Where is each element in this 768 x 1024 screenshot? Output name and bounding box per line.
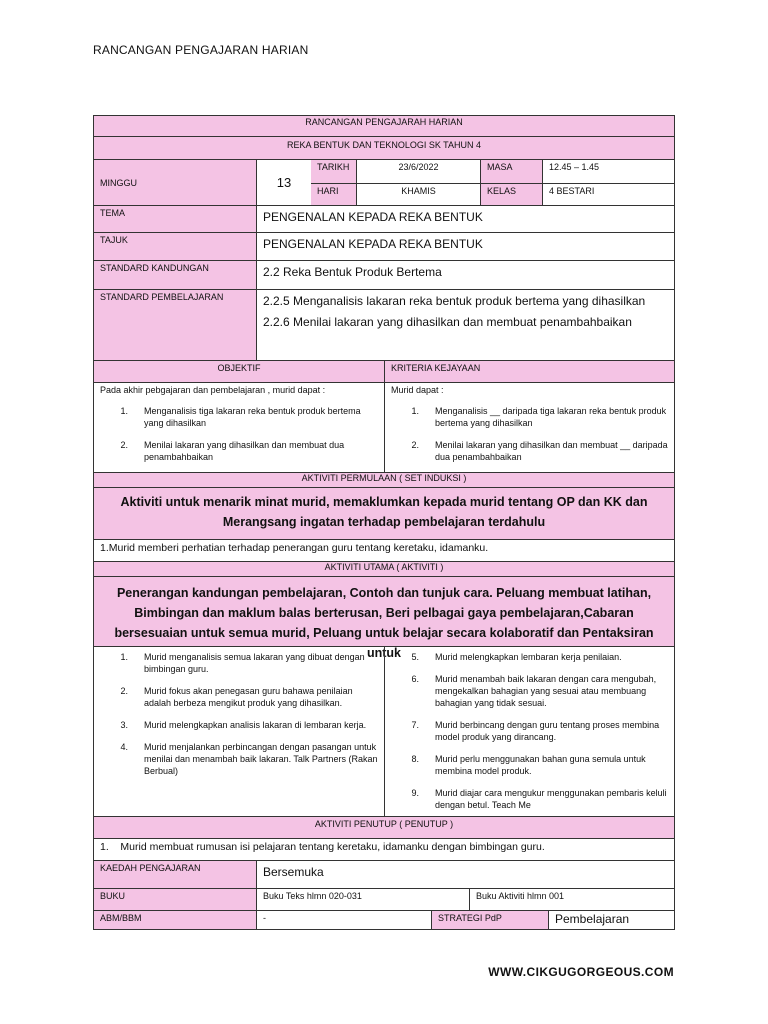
penutup-label: AKTIVITI PENUTUP ( PENUTUP ) [314,819,454,829]
strategi-value: Pembelajaran [548,911,674,929]
standard-pembelajaran-item-2: 2.2.6 Menilai lakaran yang dihasilkan dan membuat penambahbaikan [263,315,632,329]
list-item: 2. Murid fokus akan penegasan guru bahawa penilaian adalah berbeza mengikut produk yang dihasilkan. [120,686,353,708]
buku-label: BUKU [94,889,256,910]
kaedah-label: KAEDAH PENGAJARAN [94,861,256,888]
utama-list-left [100,651,378,777]
list-item: 2. Menilai lakaran yang dihasilkan dan membuat __ daripada dua penambahbaikan [411,440,668,462]
standard-pembelajaran-row [93,290,675,361]
list-item: 7. Murid berbincang dengan guru tentang proses membina model produk yang dirancang. [411,720,660,742]
kaedah-value: Bersemuka [256,861,674,888]
list-item: 4. Murid menjalankan perbincangan dengan pasangan untuk menilai dan menambah baik lakaran. Talk Partners (Rakan Berbual) [120,742,378,776]
list-item: 1. Menganalisis __ daripada tiga lakaran reka bentuk produk bertema yang dihasilkan [411,406,667,428]
tajuk-value: PENGENALAN KEPADA REKA BENTUK [256,233,674,260]
tema-value: PENGENALAN KEPADA REKA BENTUK [256,206,674,232]
utama-header-row [93,562,675,577]
minggu-row [93,160,675,206]
footer-url: WWW.CIKGUGORGEOUS.COM [488,965,674,979]
buku-row [93,889,675,911]
table-title-row [93,115,675,137]
kelas-label: KELAS [480,184,542,205]
hari-value: KHAMIS [356,184,480,205]
permulaan-header-row [93,473,675,488]
table-title: RANCANGAN PENGAJARAH HARIAN [305,117,463,127]
table-subtitle-row [93,137,675,160]
list-item: 6. Murid menambah baik lakaran dengan cara mengubah, mengekalkan bahagian yang sesuai atau membuang bahagian yang tidak sesuai. [411,674,657,708]
utama-label: AKTIVITI UTAMA ( AKTIVITI ) [324,562,444,572]
standard-pembelajaran-label: STANDARD PEMBELAJARAN [94,290,256,360]
permulaan-desc-row [93,488,675,540]
list-item: 2. Menilai lakaran yang dihasilkan dan membuat dua penambahbaikan [120,440,345,462]
permulaan-activity-row [93,540,675,562]
kelas-value: 4 BESTARI [542,184,674,205]
minggu-value: 13 [256,160,311,205]
minggu-label: MINGGU [94,160,256,205]
tajuk-row [93,233,675,261]
kaedah-row [93,861,675,889]
standard-pembelajaran-item-1: 2.2.5 Menganalisis lakaran reka bentuk produk bertema yang dihasilkan [263,294,646,308]
utama-list-right [391,651,668,811]
tema-label: TEMA [94,206,256,232]
objektif-label: OBJEKTIF [217,363,261,373]
permulaan-label: AKTIVITI PERMULAAN ( SET INDUKSI ) [301,473,467,483]
utama-activity-row [93,647,675,817]
permulaan-description: Aktiviti untuk menarik minat murid, memaklumkan kepada murid tentang OP dan KK dan Merangsang ingatan terhadap pembelajaran terdahulu [120,495,648,529]
list-item: 1. Murid menganalisis semua lakaran yang dibuat dengan bimbingan guru. [120,652,365,674]
kriteria-list [391,405,668,463]
tema-row [93,206,675,233]
penutup-activity-row [93,839,675,861]
penutup-header-row [93,817,675,839]
standard-kandungan-value: 2.2 Reka Bentuk Produk Bertema [256,261,674,289]
tarikh-label: TARIKH [311,160,356,183]
penutup-activity: 1. Murid membuat rumusan isi pelajaran tentang keretaku, idamanku dengan bimbingan guru. [100,841,545,853]
permulaan-activity: 1.Murid memberi perhatian terhadap penerangan guru tentang keretaku, idamanku. [100,542,489,554]
standard-kandungan-row [93,261,675,290]
buku-aktiviti: Buku Aktiviti hlmn 001 [469,889,674,910]
objektif-intro: Pada akhir pebgajaran dan pembelajaran , murid dapat : [100,385,326,395]
masa-label: MASA [480,160,542,183]
tarikh-value: 23/6/2022 [356,160,480,183]
strategi-label: STRATEGI PdP [431,911,548,929]
table-subtitle: REKA BENTUK DAN TEKNOLOGI SK TAHUN 4 [286,140,482,150]
lesson-plan-table [93,115,675,930]
abm-value: - [256,911,431,929]
hari-label: HARI [311,184,356,205]
kriteria-label: KRITERIA KEJAYAAN [384,361,674,382]
abm-label: ABM/BBM [94,911,256,929]
list-item: 8. Murid perlu menggunakan bahan guna semula untuk membina model produk. [411,754,646,776]
document-title: RANCANGAN PENGAJARAN HARIAN [93,43,309,57]
list-item: 3. Murid melengkapkan analisis lakaran di lembaran kerja. [120,720,367,730]
tajuk-label: TAJUK [94,233,256,260]
objektif-list [100,405,378,463]
list-item: 1. Menganalisis tiga lakaran reka bentuk produk bertema yang dihasilkan [120,406,361,428]
abm-row [93,911,675,930]
masa-value: 12.45 – 1.45 [542,160,674,183]
objektif-content-row [93,383,675,473]
list-item: 5. Murid melengkapkan lembaran kerja penilaian. [411,652,622,662]
objektif-header-row [93,361,675,383]
kriteria-intro: Murid dapat : [391,385,444,395]
standard-kandungan-label: STANDARD KANDUNGAN [94,261,256,289]
utama-description: Penerangan kandungan pembelajaran, Contoh dan tunjuk cara. Peluang membuat latihan, Bimbingan dan maklum balas berterusan, Beri pelbagai gaya pembelajaran,Cabaran bersesuaian untuk semua murid, Peluang untuk belajar secara kolaboratif dan Pentaksiran untuk [114,586,654,660]
list-item: 9. Murid diajar cara mengukur menggunakan pembaris keluli dengan betul. Teach Me [411,788,667,810]
buku-teks: Buku Teks hlmn 020-031 [256,889,469,910]
